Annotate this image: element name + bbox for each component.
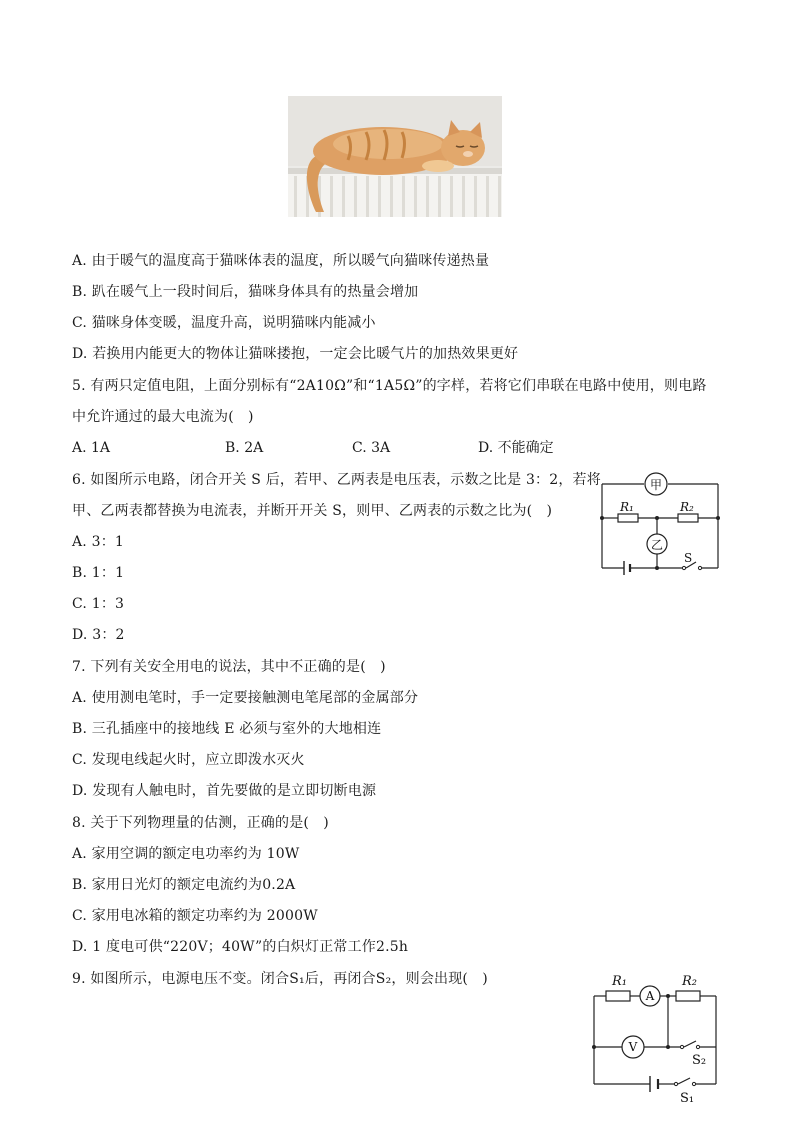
q8-option-a: A. 家用空调的额定电功率约为 10W xyxy=(72,846,300,862)
q6-circuit-diagram xyxy=(596,470,726,578)
q6-option-d: D. 3：2 xyxy=(72,627,125,643)
q9-r2-label: R₂ xyxy=(682,974,697,989)
q5-option-c: C. 3A xyxy=(352,440,391,456)
cat-radiator-photo xyxy=(288,96,502,217)
q5-stem-line1: 5. 有两只定值电阻，上面分别标有“2A10Ω”和“1A5Ω”的字样，若将它们串联在电路中使用，则电路 xyxy=(72,378,707,394)
q8-stem: 8. 关于下列物理量的估测，正确的是( ) xyxy=(72,815,329,831)
q7-option-a: A. 使用测电笔时，手一定要接触测电笔尾部的金属部分 xyxy=(72,690,419,706)
q9-r1-label: R₁ xyxy=(612,974,627,989)
q9-ammeter-label: A xyxy=(645,989,655,1003)
q4-option-b: B. 趴在暖气上一段时间后，猫咪身体具有的热量会增加 xyxy=(72,284,419,300)
q7-stem: 7. 下列有关安全用电的说法，其中不正确的是( ) xyxy=(72,659,386,675)
q9-voltmeter-label: V xyxy=(628,1040,638,1054)
q8-option-d: D. 1 度电可供“220V；40W”的白炽灯正常工作2.5h xyxy=(72,939,409,955)
q5-option-b: B. 2A xyxy=(225,440,264,456)
q6-r1-label: R₁ xyxy=(620,500,634,514)
cat-radiator-illustration xyxy=(288,96,502,217)
q6-meter-yi-label: 乙 xyxy=(650,538,664,552)
q6-meter-jia-label: 甲 xyxy=(649,478,663,492)
q6-option-c: C. 1：3 xyxy=(72,596,125,612)
q6-switch-label: S xyxy=(684,551,693,565)
q7-option-d: D. 发现有人触电时，首先要做的是立即切断电源 xyxy=(72,783,377,799)
q6-option-a: A. 3：1 xyxy=(72,534,125,550)
q8-option-b: B. 家用日光灯的额定电流约为0.2A xyxy=(72,877,296,893)
q9-s2-label: S₂ xyxy=(692,1053,707,1068)
q6-option-b: B. 1：1 xyxy=(72,565,125,581)
q8-option-c: C. 家用电冰箱的额定功率约为 2000W xyxy=(72,908,318,924)
q6-r2-label: R₂ xyxy=(680,500,694,514)
q4-option-d: D. 若换用内能更大的物体让猫咪搂抱，一定会比暖气片的加热效果更好 xyxy=(72,346,519,362)
q7-option-b: B. 三孔插座中的接地线 E 必须与室外的大地相连 xyxy=(72,721,382,737)
q5-option-a: A. 1A xyxy=(72,440,111,456)
q6-stem-line2: 甲、乙两表都替换为电流表，并断开开关 S，则甲、乙两表的示数之比为( ) xyxy=(72,503,553,519)
q5-stem-line2: 中允许通过的最大电流为( ) xyxy=(72,409,254,425)
q4-option-c: C. 猫咪身体变暖，温度升高，说明猫咪内能减小 xyxy=(72,315,376,331)
q9-stem: 9. 如图所示，电源电压不变。闭合S₁后，再闭合S₂，则会出现( ) xyxy=(72,971,488,987)
q5-option-d: D. 不能确定 xyxy=(478,440,554,456)
q9-s1-label: S₁ xyxy=(680,1091,695,1106)
q9-circuit-diagram xyxy=(586,968,726,1108)
q6-stem-line1: 6. 如图所示电路，闭合开关 S 后，若甲、乙两表是电压表，示数之比是 3：2，若将 xyxy=(72,472,601,488)
q7-option-c: C. 发现电线起火时，应立即泼水灭火 xyxy=(72,752,305,768)
q4-option-a: A. 由于暖气的温度高于猫咪体表的温度，所以暖气向猫咪传递热量 xyxy=(72,253,490,269)
